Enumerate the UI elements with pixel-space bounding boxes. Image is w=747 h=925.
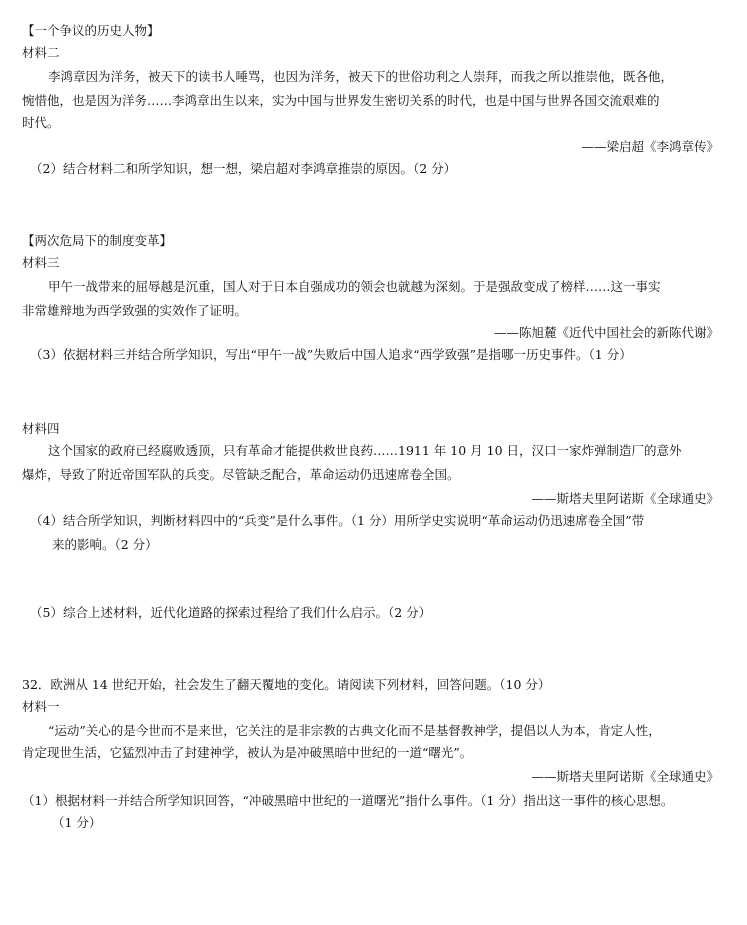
material-2-text-3: 时代。 bbox=[22, 115, 60, 130]
material-4-label: 材料四 bbox=[22, 421, 60, 436]
question-3: （3）依据材料三并结合所学知识，写出“甲午一战”失败后中国人追求“西学致强”是指哪一历史事件。（1 分） bbox=[30, 347, 632, 362]
question-4-line-2: 来的影响。（2 分） bbox=[52, 537, 158, 552]
material-3-label: 材料三 bbox=[22, 255, 60, 270]
question-32-1-line-2: （1 分） bbox=[52, 815, 102, 830]
material-2-text-2: 惋惜他，也是因为洋务……李鸿章出生以来，实为中国与世界发生密切关系的时代，也是中国与世界各国交流艰难的 bbox=[22, 93, 660, 108]
heading-institutional-reform: 【两次危局下的制度变革】 bbox=[22, 233, 173, 248]
question-4-line-1: （4）结合所学知识，判断材料四中的“兵变”是什么事件。（1 分）用所学史实说明“革命运动仍迅速席卷全国”带 bbox=[30, 513, 645, 528]
material-4-text-2: 爆炸，导致了附近帝国军队的兵变。尽管缺乏配合，革命运动仍迅速席卷全国。 bbox=[22, 467, 460, 482]
heading-controversial-figure: 【一个争议的历史人物】 bbox=[22, 23, 160, 38]
material-4-source: ——斯塔夫里阿诺斯《全球通史》 bbox=[531, 491, 719, 506]
material-2-text-1: 李鸿章因为洋务，被天下的读书人唾骂，也因为洋务，被天下的世俗功利之人崇拜，而我之所以推崇他，既各他， bbox=[48, 69, 674, 84]
material-2-label: 材料二 bbox=[22, 45, 60, 60]
question-2: （2）结合材料二和所学知识，想一想，梁启超对李鸿章推崇的原因。（2 分） bbox=[30, 161, 457, 176]
material-1-text-1: “运动”关心的是今世而不是来世，它关注的是非宗教的古典文化而不是基督教神学，提倡以人为本，肯定人性， bbox=[48, 723, 661, 738]
material-1-text-2: 肯定现世生活，它猛烈冲击了封建神学，被认为是冲破黑暗中世纪的一道“曙光”。 bbox=[22, 745, 473, 760]
material-2-source: ——梁启超《李鸿章传》 bbox=[581, 139, 719, 154]
material-3-source: ——陈旭麓《近代中国社会的新陈代谢》 bbox=[493, 325, 719, 340]
material-1-source: ——斯塔夫里阿诺斯《全球通史》 bbox=[531, 769, 719, 784]
material-3-text-2: 非常雄辩地为西学致强的实效作了证明。 bbox=[22, 303, 248, 318]
question-32-1-line-1: （1）根据材料一并结合所学知识回答，“冲破黑暗中世纪的一道曙光”指什么事件。（1 分）指出这一事件的核心思想。 bbox=[22, 793, 674, 808]
question-32-title: 32．欧洲从 14 世纪开始，社会发生了翻天覆地的变化。请阅读下列材料，回答问题。（10 分） bbox=[22, 677, 551, 692]
material-4-text-1: 这个国家的政府已经腐败透顶，只有革命才能提供救世良药……1911 年 10 月 10 日，汉口一家炸弹制造厂的意外 bbox=[48, 443, 682, 458]
material-3-text-1: 甲午一战带来的屈辱越是沉重，国人对于日本自强成功的领会也就越为深刻。于是强敌变成了榜样……这一事实 bbox=[48, 279, 661, 294]
question-5: （5）综合上述材料，近代化道路的探索过程给了我们什么启示。（2 分） bbox=[30, 605, 432, 620]
material-1-label: 材料一 bbox=[22, 699, 60, 714]
